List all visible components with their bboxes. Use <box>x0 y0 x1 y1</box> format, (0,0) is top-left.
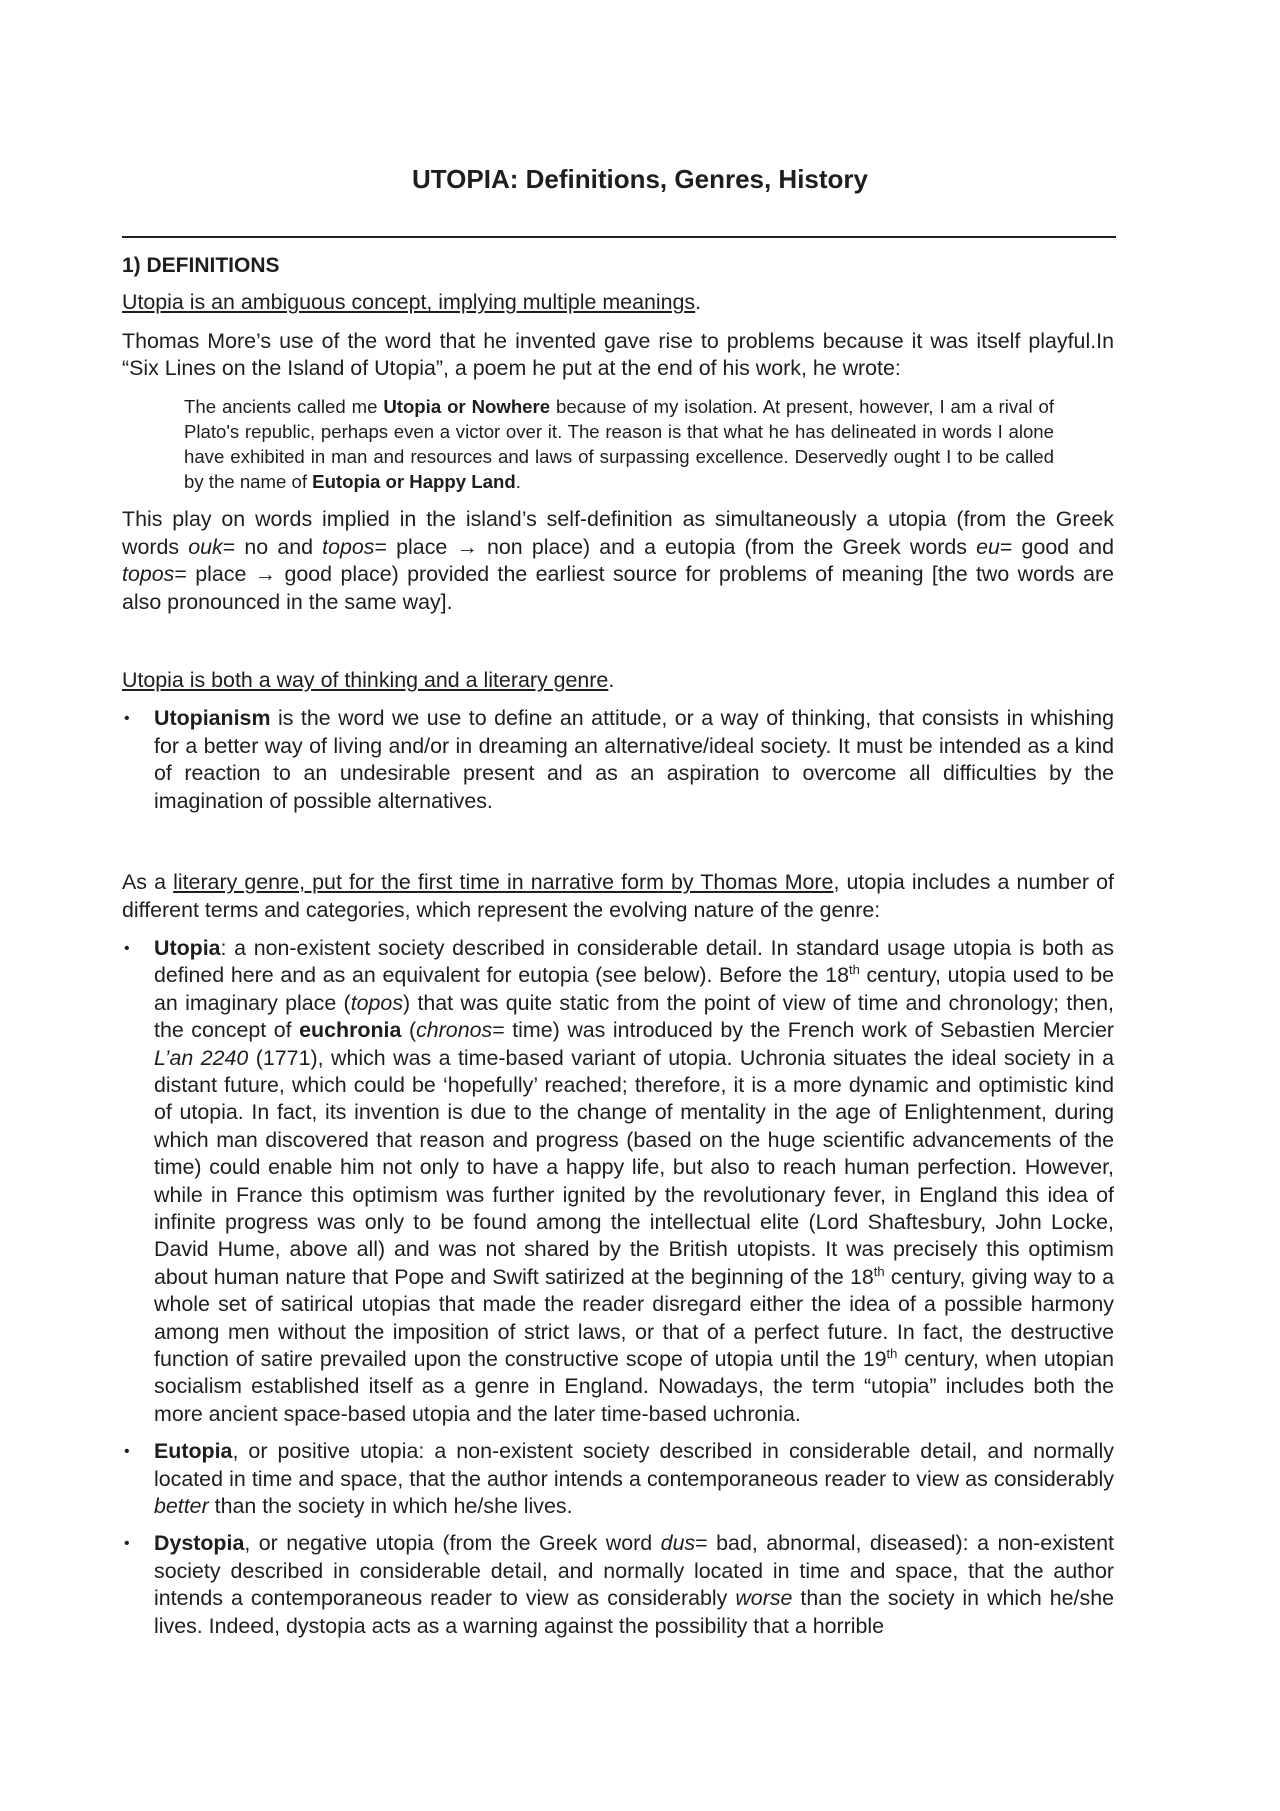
literary-genre-paragraph: As a literary genre, put for the first time in narrative form by Thomas More, utopia includes a number of different terms and categories, which represent the evolving nature of the genre: <box>122 870 1114 922</box>
list-item-eutopia: • Eutopia, or positive utopia: a non-existent society described in considerable detail, and normally located in time and space, that the author intends a contemporaneous reader to view as considerably better than the society in which he/she lives. <box>124 1439 1114 1519</box>
section-heading: 1) DEFINITIONS <box>122 254 280 277</box>
bullet-icon: • <box>124 1443 130 1461</box>
wordplay-paragraph: This play on words implied in the island’s self-definition as simultaneously a utopia (from the Greek words ouk= no and topos= place → non place) and a eutopia (from the Greek words eu= good and topos= place → good place) provided the earliest source for problems of meaning [the two words are also pronounced in the same way]. <box>122 507 1114 614</box>
bullet-list-thinking <box>122 705 1114 815</box>
more-paragraph: Thomas More’s use of the word that he invented gave rise to problems because it was itself playful.In “Six Lines on the Island of Utopia”, a poem he put at the end of his work, he wrote: <box>122 328 1114 381</box>
list-item-utopianism: • Utopianism is the word we use to define an attitude, or a way of thinking, that consists in whishing for a better way of living and/or in dreaming an alternative/ideal society. It must be intended as a kind of reaction to an undesirable present and as an aspiration to overcome all difficulties by the imagination of possible alternatives. <box>124 706 1114 813</box>
genre-paragraph: Utopia is both a way of thinking and a literary genre. <box>122 668 615 693</box>
intro-paragraph: Utopia is an ambiguous concept, implying multiple meanings. <box>122 290 702 315</box>
title-divider <box>122 236 1116 238</box>
document-body <box>122 248 1114 1650</box>
bullet-icon: • <box>124 1535 130 1553</box>
bullet-icon: • <box>124 710 130 728</box>
list-item-utopia: • Utopia: a non-existent society described in considerable detail. In standard usage utopia is both as defined here and as an equivalent for eutopia (see below). Before the 18th century, utopia used to be an imaginary place (topos) that was quite static from the point of view of time and chronology; then, the concept of euchronia (chronos= time) was introduced by the French work of Sebastien Mercier L’an 2240 (1771), which was a time-based variant of utopia. Uchronia situates the ideal society in a distant future, which could be ‘hopefully’ reached; therefore, it is a more dynamic and optimistic kind of utopia. In fact, its invention is due to the change of mentality in the age of Enlightenment, during which man discovered that reason and progress (based on the huge scientific advancements of the time) could enable him not only to have a happy life, but also to reach human perfection. However, while in France this optimism was further ignited by the revolutionary fever, in England this idea of infinite progress was only to be found among the intellectual elite (Lord Shaftesbury, John Locke, David Hume, above all) and was not shared by the British utopists. It was precisely this optimism about human nature that Pope and Swift satirized at the beginning of the 18th century, giving way to a whole set of satirical utopias that made the reader disregard either the idea of a possible harmony among men without the imposition of strict laws, or that of a perfect future. In fact, the destructive function of satire prevailed upon the constructive scope of utopia until the 19th century, when utopian socialism established itself as a genre in England. Nowadays, the term “utopia” includes both the more ancient space-based utopia and the later time-based uchronia. <box>124 935 1115 1426</box>
bullet-list-genre <box>122 935 1114 1640</box>
block-quote: The ancients called me Utopia or Nowhere because of my isolation. At present, however, I am a rival of Plato's republic, perhaps even a victor over it. The reason is that what he has delineated in words I alone have exhibited in man and resources and laws of surpassing excellence. Deservedly ought I to be called by the name of Eutopia or Happy Land. <box>184 395 1055 493</box>
list-item-dystopia: • Dystopia, or negative utopia (from the Greek word dus= bad, abnormal, diseased): a non-existent society described in considerable detail, and normally located in time and space, that the author intends a contemporaneous reader to view as considerably worse than the society in which he/she lives. Indeed, dystopia acts as a warning against the possibility that a horrible <box>124 1531 1115 1638</box>
intro-underlined-text: Utopia is an ambiguous concept, implying multiple meanings <box>122 290 696 315</box>
page-title: UTOPIA: Definitions, Genres, History <box>411 164 869 194</box>
bullet-icon: • <box>124 939 130 957</box>
